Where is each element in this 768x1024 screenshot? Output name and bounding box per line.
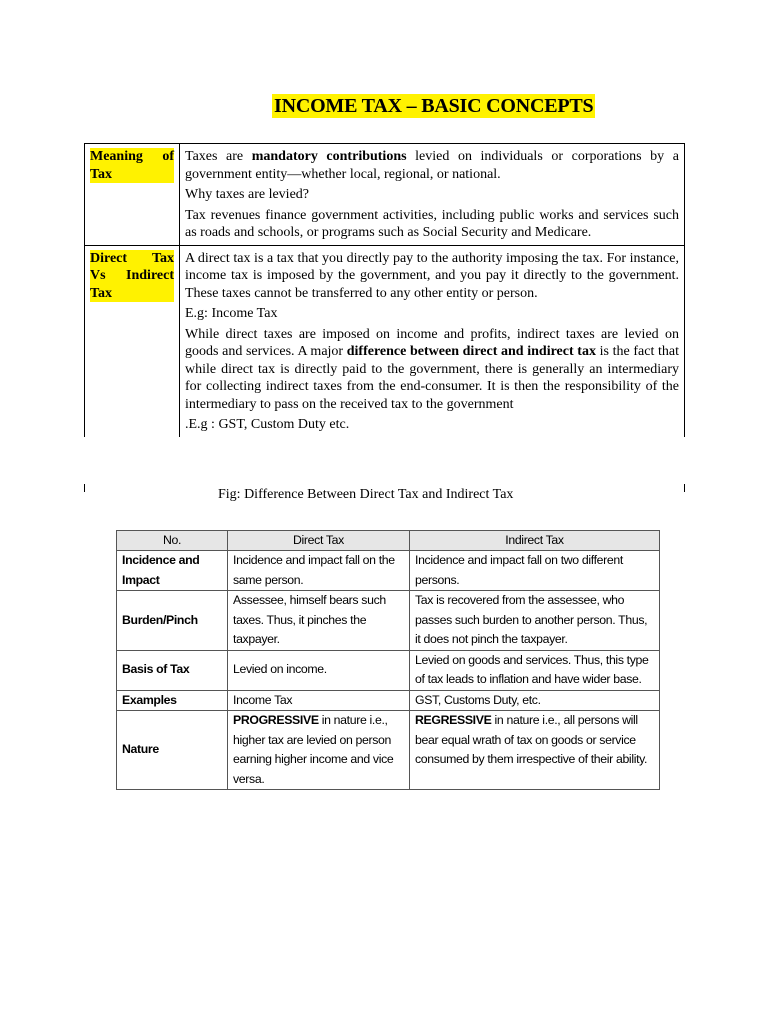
table-row	[117, 711, 660, 790]
meaning-paragraph-3: Tax revenues finance government activities, including public works and services such as roads and schools, or programs such as Social Security and Medicare.	[185, 207, 679, 240]
cell-direct: Incidence and impact fall on the same person.	[228, 551, 410, 591]
page-title: INCOME TAX – BASIC CONCEPTS	[274, 95, 594, 117]
direct-paragraph-1: A direct tax is a tax that you directly pay to the authority imposing the tax. For instance, income tax is imposed by the government, and you pay it directly to the government. These taxes cannot be transferred to any other entity or person.	[185, 250, 679, 301]
meaning-row	[85, 144, 685, 246]
table-row	[117, 690, 660, 711]
cell-indirect: REGRESSIVE in nature i.e., all persons will bear equal wrath of tax on goods or service consumed by them irrespective of their ability.	[410, 711, 660, 790]
direct-vs-indirect-label-cell	[85, 245, 180, 437]
cell-direct: Levied on income.	[228, 650, 410, 690]
meaning-content	[180, 144, 685, 246]
table-edge-mark-right	[684, 484, 685, 492]
header-direct-tax: Direct Tax	[228, 531, 410, 551]
row-label-examples: Examples	[117, 690, 228, 711]
direct-vs-indirect-row	[85, 245, 685, 437]
row-label-burden: Burden/Pinch	[117, 591, 228, 651]
cell-indirect: Levied on goods and services. Thus, this type of tax leads to inflation and have wider base.	[410, 650, 660, 690]
table-edge-mark-left	[84, 484, 85, 492]
cell-indirect: Tax is recovered from the assessee, who passes such burden to another person. Thus, it does not pinch the taxpayer.	[410, 591, 660, 651]
header-indirect-tax: Indirect Tax	[410, 531, 660, 551]
direct-vs-indirect-content	[180, 245, 685, 437]
direct-paragraph-3: While direct taxes are imposed on income and profits, indirect taxes are levied on goods and services. A major difference between direct and indirect tax is the fact that while direct tax is directly paid to the government, there is generally an intermediary for collecting indirect taxes from the end-consumer. It is then the responsibility of the intermediary to pass on the received tax to the government	[185, 326, 679, 412]
header-no: No.	[117, 531, 228, 551]
cell-direct: Income Tax	[228, 690, 410, 711]
direct-paragraph-4: .E.g : GST, Custom Duty etc.	[185, 417, 350, 432]
row-label-incidence: Incidence and Impact	[117, 551, 228, 591]
direct-paragraph-2: E.g: Income Tax	[185, 306, 278, 321]
figure-caption: Fig: Difference Between Direct Tax and Indirect Tax	[218, 487, 514, 502]
comparison-header-row	[117, 531, 660, 551]
table-row	[117, 591, 660, 651]
row-label-nature: Nature	[117, 711, 228, 790]
cell-indirect: Incidence and impact fall on two different persons.	[410, 551, 660, 591]
concepts-table	[84, 143, 685, 437]
table-row	[117, 551, 660, 591]
cell-direct: Assessee, himself bears such taxes. Thus, it pinches the taxpayer.	[228, 591, 410, 651]
comparison-table	[116, 530, 660, 790]
meaning-paragraph-2: Why taxes are levied?	[185, 187, 309, 202]
meaning-label-cell	[85, 144, 180, 246]
cell-direct: PROGRESSIVE in nature i.e., higher tax are levied on person earning higher income and vice versa.	[228, 711, 410, 790]
cell-indirect: GST, Customs Duty, etc.	[410, 690, 660, 711]
table-row	[117, 650, 660, 690]
meaning-label: Meaning of Tax	[90, 149, 174, 182]
meaning-paragraph-1: Taxes are mandatory contributions levied on individuals or corporations by a government entity—whether local, regional, or national.	[185, 149, 679, 182]
direct-vs-indirect-label: Direct Tax Vs Indirect Tax	[90, 250, 174, 301]
row-label-basis: Basis of Tax	[117, 650, 228, 690]
